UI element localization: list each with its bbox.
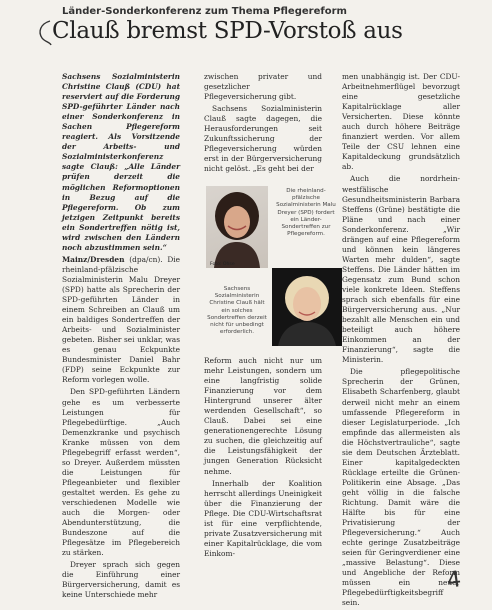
body-paragraph: Den SPD-geführten Ländern gehe es um verbesserte Leistungen für Pflegebedürftige. „Auch Demenzkranke und psychisch Kranke müssen von dem Pflegebegriff erfasst werden“, so Dreyer. Außerdem müssten die Leistungen für Pflegeanbieter und flexibler gestaltet werden. Es gehe zu verschiedenen Modelle wie auch die Morgen- oder Abendunterstützung, die Bundeszone auf die Pflegesätze im Pflegebereich zu stärken.	[62, 387, 180, 558]
dateline: Mainz/Dresden	[62, 254, 125, 264]
body-paragraph: Auch die nordrhein-westfälische Gesundheitsministerin Barbara Steffens (Grüne) bestätigte die Pläne und nach einer Sonderkonferenz. „Wir drängen auf eine Pflegereform und können kein längeres Warten mehr dulden“, sagte Steffens. Die Länder hätten im Gegensatz zum Bund schon viele konkrete Ideen. Steffens sprach sich ebenfalls für eine Bürgerversicherung aus. „Nur bezahlt alle Menschen ein und beteiligt auch höhere Einkommen an der Finanzierung“, sagte die Ministerin.	[342, 174, 460, 365]
kicker: Länder-Sonderkonferenz zum Thema Pflegereform	[62, 6, 347, 17]
article-column-1	[62, 72, 180, 600]
lead-paragraph: Sachsens Sozialministerin Christine Clauß (CDU) hat reserviert auf die Forderung SPD-geführter Länder nach einer Sonderkonferenz in Sachen Pflegereform reagiert. Als Vorsitzende der Arbeits- und Sozialministerkonferenz sagte Clauß: „Alle Länder prüfen derzeit die möglichen Reformoptionen in Bezug auf die Pflegereform. Ob zum jetzigen Zeitpunkt bereits ein Sondertreffen nötig ist, wird zwischen den Ländern noch abzustimmen sein.“	[62, 72, 180, 252]
body-paragraph: Die pflegepolitische Sprecherin der Grünen, Elisabeth Scharfenberg, glaubt derweil nicht mehr an einem umfassende Pflegereform in dieser Legislaturperiode. „Ich empfinde das allermeisten als die Höchstvertrauliche“, sagte sie dem Deutschen Ärzteblatt. Einer kapitalgedeckten Rücklage erteilte die Grünen-Politikerin eine Absage. „Das geht völlig in die falsche Richtung. Damit wäre die Hälfte bis für eine Privatisierung der Pflegeversicherung.“ Auch echte geringe Zusatzbeiträge seien für Geringverdiener eine „massive Belastung“. Diese und Angebliche der Reform müssen ein neuer Pflegebedürftigkeitsbegriff sein.	[342, 367, 460, 608]
portrait-photo-dreyer	[206, 186, 268, 268]
body-paragraph: Dreyer sprach sich gegen die Einführung einer Bürgerversicherung, damit es keine Unterschiede mehr	[62, 560, 180, 600]
photo-credit: Foto: Ohse	[210, 262, 235, 267]
headline: Clauß bremst SPD-Vorstoß aus	[52, 18, 403, 44]
portrait-photo-clauss	[272, 268, 342, 346]
body-paragraph: Mainz/Dresden (dpa/cn). Die rheinland-pfälzische Sozialministerin Malu Dreyer (SPD) hatte als Sprecherin der SPD-geführten Länder in einem Schreiben an Clauß um ein baldiges Sondertreffen der Arbeits- und Sozialminister gebeten. Bisher sei unklar, was es genau Eckpunkte Bundesminister Daniel Bahr (FDP) seine Eckpunkte zur Reform vorlegen wolle.	[62, 254, 180, 385]
body-paragraph: Innerhalb der Koalition herrscht allerdings Uneinigkeit über die Finanzierung der Pflege. Die CDU-Wirtschaftsrat ist für eine verpflichtende, private Zusatzversicherung mit einer Kapitalrücklage, die vom Einkom-	[204, 478, 322, 558]
photo-caption-dreyer: Die rheinland-pfälzische Sozialministerin Malu Dreyer (SPD) fordert ein Länder-Sondertreffen zur Pflegereform.	[276, 188, 336, 238]
body-paragraph: Reform auch nicht nur um mehr Leistungen, sondern um eine langfristig solide Finanzierung vor dem Hintergrund unserer älter werdenden Gesellschaft“, so Clauß. Dabei sei eine generationengerechte Lösung zu suchen, die gleichzeitig auf die Leistungsfähigkeit der jungen Generation Rücksicht nehme.	[204, 356, 322, 476]
headline-hook-decoration	[34, 18, 54, 48]
body-paragraph: men unabhängig ist. Der CDU-Arbeitnehmerflügel bevorzugt eine gesetzliche Kapitalrücklage aller Versicherten. Diese könnte auch durch höhere Beiträge finanziert werden. Vor allem Teile der CSU lehnen eine Kapitaldeckung grundsätzlich ab.	[342, 72, 460, 172]
article-column-2-bottom	[204, 356, 322, 588]
article-column-3	[342, 72, 463, 608]
page-number: 4	[445, 567, 463, 594]
body-paragraph: Sachsens Sozialministerin Clauß sagte dagegen, die Herausforderungen seit Zukunftssicherung der Pflegeversicherung würden erst in der Bürgerversicherung nicht gelöst. „Es geht bei der	[204, 104, 322, 174]
article-column-2-top	[204, 72, 322, 172]
body-paragraph: zwischen privater und gesetzlicher Pflegeversicherung gibt.	[204, 72, 322, 102]
photo-caption-clauss: Sachsens Sozialministerin Christine Clauß hält ein solches Sondertreffen derzeit nicht für unbedingt erforderlich.	[207, 286, 267, 336]
